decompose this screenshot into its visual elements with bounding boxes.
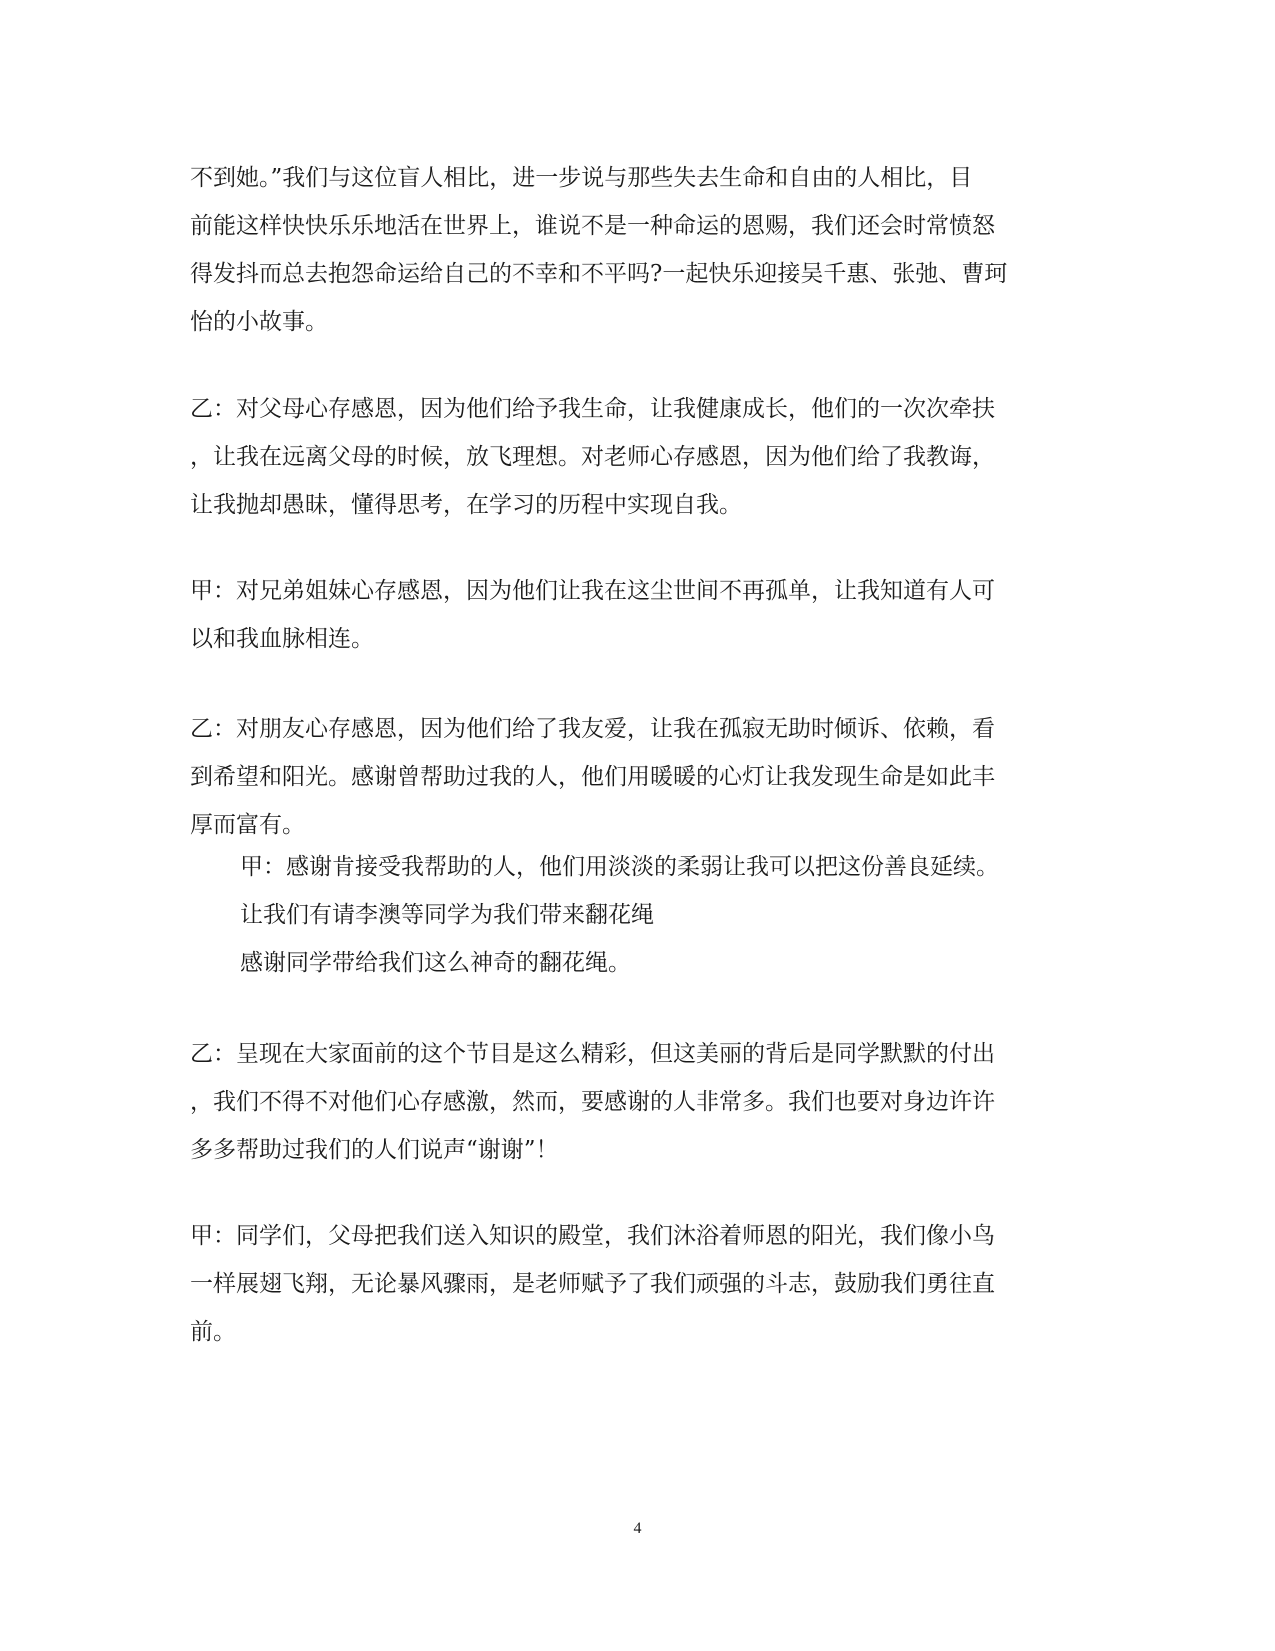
text-line: 乙：对朋友心存感恩，因为他们给了我友爱，让我在孤寂无助时倾诉、依赖，看 <box>190 716 995 742</box>
text-line: ，我们不得不对他们心存感激，然而，要感谢的人非常多。我们也要对身边许许 <box>190 1089 995 1115</box>
text-line: 感谢同学带给我们这么神奇的翻花绳。 <box>240 950 631 976</box>
text-line: 得发抖而总去抱怨命运给自己的不幸和不平吗?一起快乐迎接吴千惠、张弛、曹珂 <box>190 261 1008 287</box>
text-line: 让我抛却愚昧，懂得思考，在学习的历程中实现自我。 <box>190 492 742 518</box>
text-line: 厚而富有。 <box>190 812 305 838</box>
paragraph-5 <box>190 843 1090 987</box>
text-line: 不到她。”我们与这位盲人相比，进一步说与那些失去生命和自由的人相比，目 <box>190 165 973 191</box>
page-number: 4 <box>633 1520 642 1537</box>
text-line: ，让我在远离父母的时候，放飞理想。对老师心存感恩，因为他们给了我教诲， <box>190 444 995 470</box>
text-line: 让我们有请李澳等同学为我们带来翻花绳 <box>240 902 654 928</box>
text-line: 以和我血脉相连。 <box>190 626 374 652</box>
text-line: 多多帮助过我们的人们说声“谢谢”！ <box>190 1137 559 1163</box>
paragraph-1 <box>190 154 1090 346</box>
paragraph-3 <box>190 567 1090 663</box>
paragraph-4 <box>190 705 1090 849</box>
text-line: 到希望和阳光。感谢曾帮助过我的人，他们用暖暖的心灯让我发现生命是如此丰 <box>190 764 995 790</box>
text-line: 乙：对父母心存感恩，因为他们给予我生命，让我健康成长，他们的一次次牵扶 <box>190 396 995 422</box>
text-line: 甲：同学们，父母把我们送入知识的殿堂，我们沐浴着师恩的阳光，我们像小鸟 <box>190 1223 995 1249</box>
text-line: 前能这样快快乐乐地活在世界上，谁说不是一种命运的恩赐，我们还会时常愤怒 <box>190 213 995 239</box>
text-line: 甲：对兄弟姐妹心存感恩，因为他们让我在这尘世间不再孤单，让我知道有人可 <box>190 578 995 604</box>
paragraph-2 <box>190 385 1090 529</box>
text-line: 乙：呈现在大家面前的这个节目是这么精彩，但这美丽的背后是同学默默的付出 <box>190 1041 995 1067</box>
paragraph-7 <box>190 1212 1090 1356</box>
text-line: 甲：感谢肯接受我帮助的人，他们用淡淡的柔弱让我可以把这份善良延续。 <box>240 854 999 880</box>
text-line: 怡的小故事。 <box>190 309 328 335</box>
paragraph-6 <box>190 1030 1090 1174</box>
text-line: 一样展翅飞翔，无论暴风骤雨，是老师赋予了我们顽强的斗志，鼓励我们勇往直 <box>190 1271 995 1297</box>
text-line: 前。 <box>190 1319 236 1345</box>
